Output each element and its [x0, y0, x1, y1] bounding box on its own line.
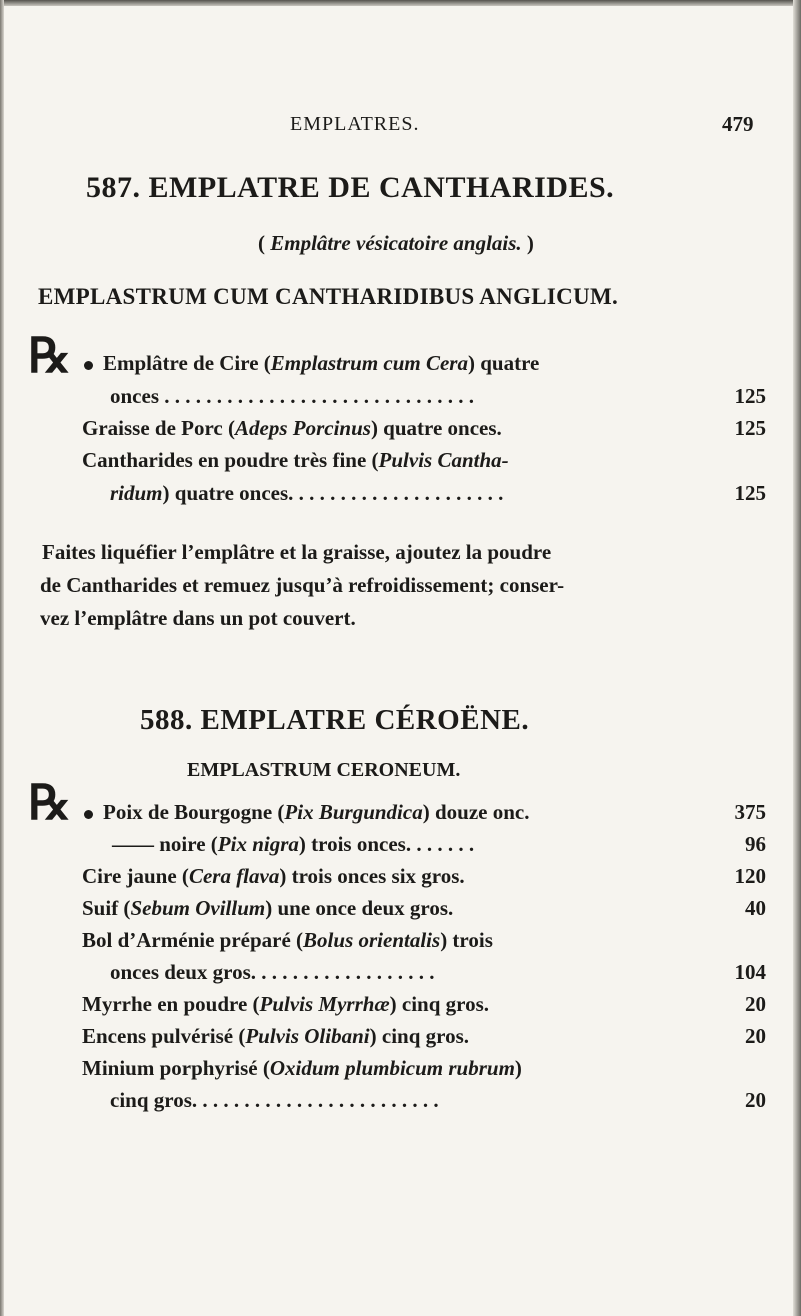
bullet-icon — [84, 361, 93, 370]
ingredient-line: Myrrhe en poudre (Pulvis Myrrhæ) cinq gros. — [82, 992, 489, 1016]
section-588-title: 588. EMPLATRE CÉROËNE. — [140, 704, 530, 736]
ingredient-qty: 125 — [734, 416, 766, 440]
ingredient-qty: 125 — [734, 481, 766, 505]
left-page-edge — [0, 0, 4, 1316]
ingredient-qty: 125 — [734, 384, 766, 408]
recipe-symbol-icon: ℞ — [28, 777, 66, 830]
ingredient-line: Cire jaune (Cera flava) trois onces six gros. — [82, 864, 465, 888]
ingredient-qty: 96 — [745, 832, 766, 856]
section-588-latin-name: EMPLASTRUM CERONEUM. — [187, 759, 461, 781]
instruction-line: vez l’emplâtre dans un pot couvert. — [40, 606, 356, 630]
running-head: EMPLATRES. — [290, 113, 420, 135]
ingredient-line: Suif (Sebum Ovillum) une once deux gros. — [82, 896, 454, 920]
section-587-subtitle: ( Emplâtre vésicatoire anglais. ) — [258, 231, 534, 255]
page-number: 479 — [722, 112, 754, 136]
ingredient-line: cinq gros. . . . . . . . . . . . . . . . . . . . . . . . — [110, 1088, 439, 1112]
section-587-title: 587. EMPLATRE DE CANTHARIDES. — [86, 171, 615, 204]
ingredient-qty: 20 — [745, 1024, 766, 1048]
ingredient-line: Encens pulvérisé (Pulvis Olibani) cinq gros. — [82, 1024, 469, 1048]
bullet-icon — [84, 810, 93, 819]
top-page-rule — [0, 0, 801, 6]
ingredient-line: Bol d’Arménie préparé (Bolus orientalis) trois — [82, 928, 493, 952]
ingredient-qty: 20 — [745, 992, 766, 1016]
instruction-line: Faites liquéfier l’emplâtre et la graisse, ajoutez la poudre — [42, 540, 552, 564]
ingredient-line: Poix de Bourgogne (Pix Burgundica) douze onc. — [82, 800, 529, 825]
ingredient-line: onces deux gros. . . . . . . . . . . . . . . . . . — [110, 960, 435, 984]
ingredient-qty: 375 — [734, 800, 766, 824]
ingredient-line: onces . . . . . . . . . . . . . . . . . . . . . . . . . . . . . . — [110, 384, 474, 408]
instruction-line: de Cantharides et remuez jusqu’à refroidissement; conser- — [40, 573, 565, 597]
ingredient-line: Emplâtre de Cire (Emplastrum cum Cera) quatre — [82, 351, 539, 376]
ingredient-line: Cantharides en poudre très fine (Pulvis Cantha- — [82, 448, 509, 472]
section-587-latin-name: EMPLASTRUM CUM CANTHARIDIBUS ANGLICUM. — [38, 284, 619, 309]
ingredient-qty: 40 — [745, 896, 766, 920]
ingredient-qty: 20 — [745, 1088, 766, 1112]
recipe-symbol-icon: ℞ — [28, 330, 66, 383]
ingredient-line: Graisse de Porc (Adeps Porcinus) quatre onces. — [82, 416, 502, 440]
ingredient-line: —— noire (Pix nigra) trois onces. . . . . . . — [112, 832, 475, 856]
ingredient-qty: 120 — [734, 864, 766, 888]
ingredient-line: ridum) quatre onces. . . . . . . . . . . . . . . . . . . . . — [110, 481, 504, 505]
ingredient-line: Minium porphyrisé (Oxidum plumbicum rubrum) — [82, 1056, 522, 1080]
right-page-edge — [793, 0, 801, 1316]
ingredient-qty: 104 — [734, 960, 766, 984]
